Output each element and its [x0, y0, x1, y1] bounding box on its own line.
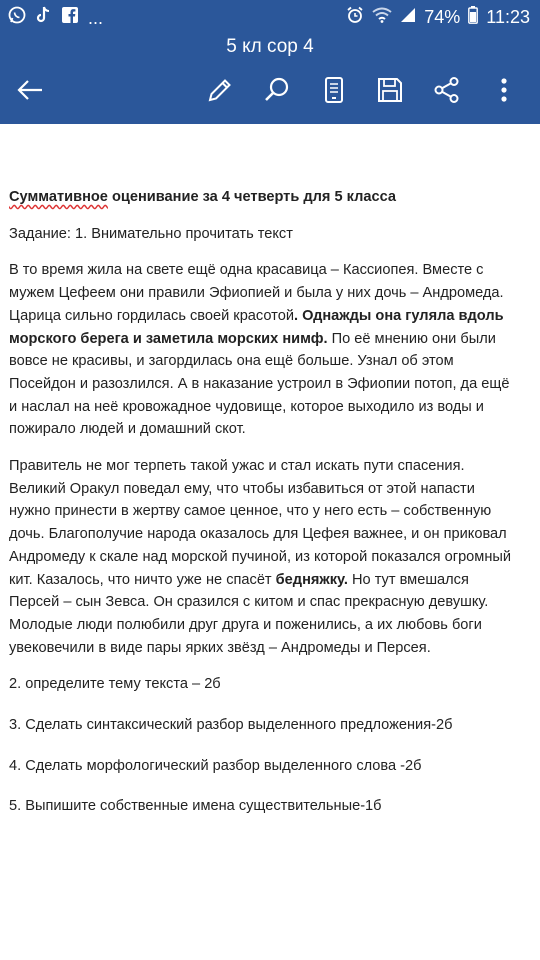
- more-options-button[interactable]: [488, 76, 520, 108]
- save-icon: [376, 76, 404, 109]
- paragraph-2-text-a: Правитель не мог терпеть такой ужас и стал искать пути спасения. Великий Оракул поведал ему, что чтобы избавиться от этой напасти нужно принести в жертву самое ценное, что у него есть – собственную дочь. Благополучие народа оказалось для Цефея важнее, и он приковал Андромеду к скале над морской пучиной, из которой показался огромный кит. Казалось, что ничто уже не спасёт: [9, 458, 512, 588]
- status-bar: [0, 0, 540, 34]
- battery-percent: 74%: [424, 7, 461, 27]
- heading-rest: оценивание за 4 четверть для 5 класса: [107, 189, 397, 205]
- share-button[interactable]: [431, 76, 463, 108]
- signal-icon: [400, 7, 416, 28]
- document-body: [9, 186, 519, 836]
- task-5: 5. Выпишите собственные имена существительные-1б: [9, 798, 382, 815]
- edit-pencil-icon: [206, 76, 234, 109]
- alarm-icon: [346, 6, 364, 29]
- highlighted-sentence: . Однажды она гуляла вдоль морского берега и заметила морских нимф.: [9, 307, 504, 347]
- mobile-view-icon: [323, 76, 345, 109]
- app-header: [0, 0, 540, 124]
- task-1: Задание: 1. Внимательно прочитать текст: [9, 225, 293, 242]
- paragraph-1: [9, 259, 519, 441]
- paragraph-1-text-a: В то время жила на свете ещё одна красавица – Кассиопея. Вместе с мужем Цефеем они правили Эфиопией и была у них дочь – Андромеда. Царица сильно гордилась своей красотой: [9, 262, 504, 324]
- toolbar: [0, 70, 540, 114]
- wifi-icon: [372, 7, 392, 28]
- search-button[interactable]: [261, 76, 293, 108]
- mobile-view-button[interactable]: [318, 76, 350, 108]
- battery-icon: [468, 6, 478, 29]
- tiktok-icon: [36, 6, 52, 29]
- paragraph-2-text-b: Но тут вмешался Персей – сын Зевса. Он сразился с китом и спас прекрасную девушку. Молодые люди полюбили друг друга и поженились, а их любовь боги увековечили в виде пары ярких звёзд – Андромеды и Персея.: [9, 571, 489, 656]
- task-3: 3. Сделать синтаксический разбор выделенного предложения-2б: [9, 717, 453, 734]
- more-icon: [499, 76, 509, 109]
- clock: 11:23: [486, 7, 530, 27]
- document-title: 5 кл сор 4: [226, 36, 314, 57]
- back-button[interactable]: [14, 76, 46, 108]
- edit-button[interactable]: [204, 76, 236, 108]
- paragraph-2: [9, 455, 519, 659]
- highlighted-word: бедняжку.: [275, 571, 348, 588]
- document-heading: [9, 186, 519, 209]
- task-2: 2. определите тему текста – 2б: [9, 676, 221, 693]
- facebook-icon: [62, 7, 78, 28]
- whatsapp-icon: [8, 6, 26, 29]
- search-icon: [263, 76, 291, 109]
- paragraph-1-text-b: По её мнению они были вовсе не красивы, и загордилась она ещё больше. Узнал об этом Посейдон и разозлился. А в наказание устроил в Эфиопии потоп, да ещё и наслал на неё кровожадное чудовище, которое выходило из воды и пожирало людей и домашний скот.: [9, 330, 510, 438]
- share-icon: [433, 76, 461, 109]
- heading-word-misspelled: Суммативное: [9, 189, 108, 205]
- back-arrow-icon: [16, 78, 44, 107]
- more-notifications: ...: [88, 7, 104, 28]
- save-button[interactable]: [374, 76, 406, 108]
- task-4: 4. Сделать морфологический разбор выделенного слова -2б: [9, 757, 422, 774]
